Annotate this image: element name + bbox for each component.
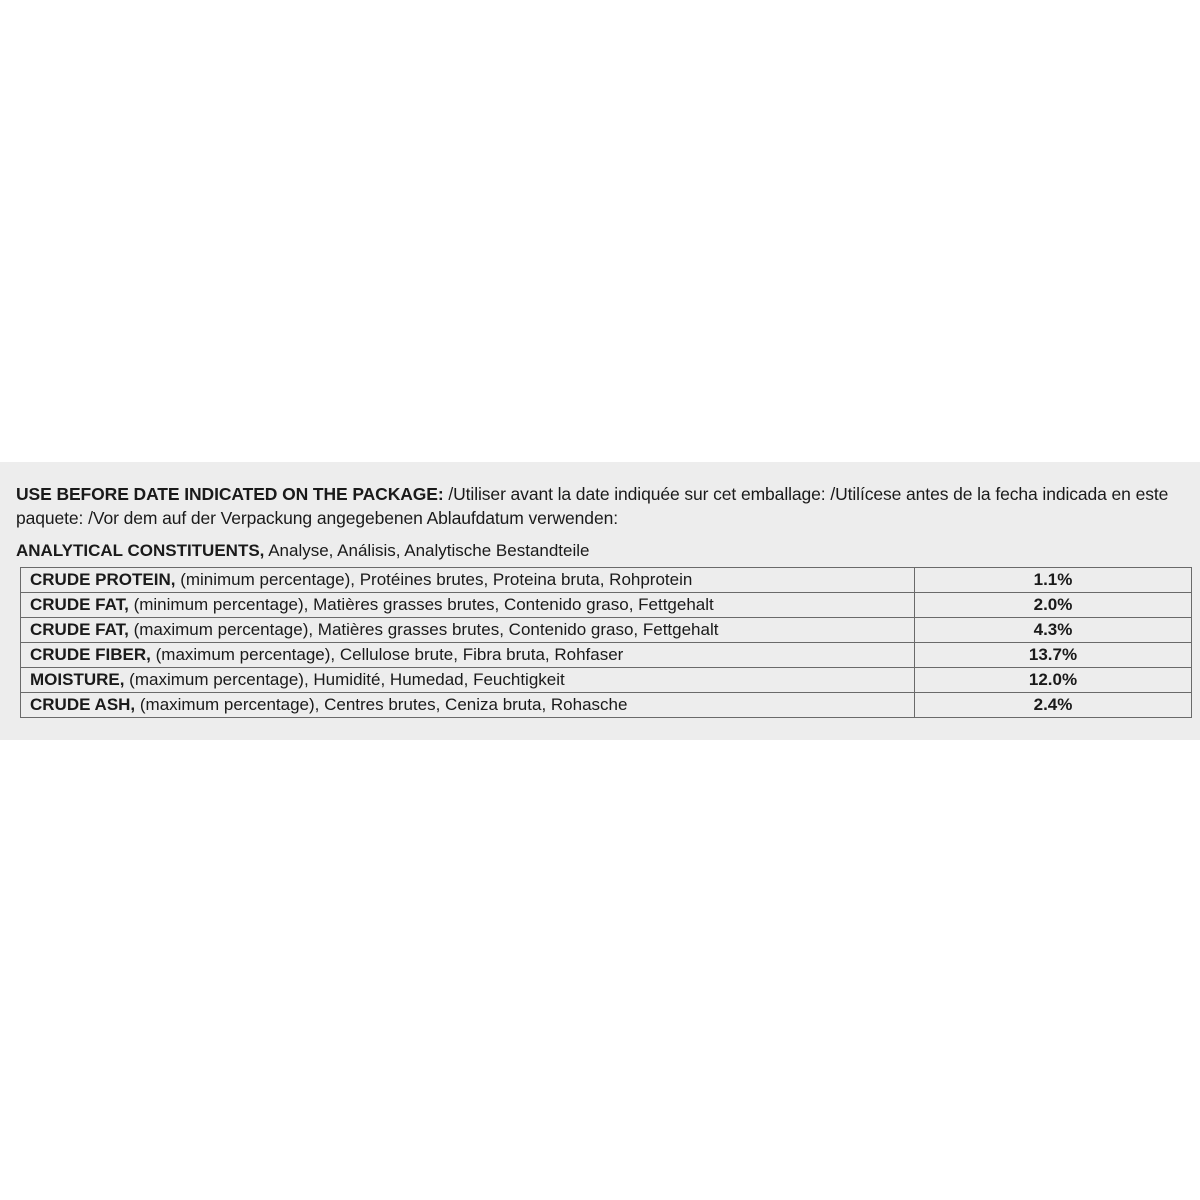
- constituent-name-cell: [21, 643, 915, 668]
- table-row: [21, 668, 1192, 693]
- constituent-name-cell: [21, 618, 915, 643]
- constituent-name-cell: [21, 693, 915, 718]
- analytical-constituents-heading: [16, 540, 590, 562]
- analysis-table: [20, 567, 1192, 718]
- table-row: [21, 643, 1192, 668]
- table-row: [21, 568, 1192, 593]
- constituent-description: (minimum percentage), Protéines brutes, Proteina bruta, Rohprotein: [175, 570, 693, 589]
- constituent-description: (minimum percentage), Matières grasses brutes, Contenido graso, Fettgehalt: [128, 595, 714, 614]
- constituent-name: CRUDE ASH,: [30, 695, 136, 714]
- constituent-description: (maximum percentage), Centres brutes, Ceniza bruta, Rohasche: [135, 695, 628, 714]
- constituent-description: (maximum percentage), Cellulose brute, Fibra bruta, Rohfaser: [150, 645, 624, 664]
- constituent-name: CRUDE FAT,: [30, 595, 129, 614]
- constituent-value: 2.4%: [915, 693, 1192, 718]
- constituents-title: ANALYTICAL CONSTITUENTS,: [16, 541, 265, 560]
- table-row: [21, 693, 1192, 718]
- use-before-translations: /Utiliser avant la date indiquée sur cet emballage: /Utilícese antes de la fecha indicada en este paquete: /Vor dem auf der Verpackung angegebenen Ablaufdatum verwenden:: [16, 484, 1169, 528]
- constituent-name-cell: [21, 668, 915, 693]
- constituent-name: CRUDE FAT,: [30, 620, 129, 639]
- constituents-translations: Analyse, Análisis, Analytische Bestandteile: [264, 541, 590, 560]
- constituent-name-cell: [21, 568, 915, 593]
- constituent-name: CRUDE FIBER,: [30, 645, 151, 664]
- constituent-value: 1.1%: [915, 568, 1192, 593]
- constituent-description: (maximum percentage), Humidité, Humedad, Feuchtigkeit: [124, 670, 565, 689]
- table-row: [21, 593, 1192, 618]
- constituent-value: 13.7%: [915, 643, 1192, 668]
- constituent-value: 4.3%: [915, 618, 1192, 643]
- constituent-name-cell: [21, 593, 915, 618]
- constituent-name: MOISTURE,: [30, 670, 125, 689]
- constituent-value: 12.0%: [915, 668, 1192, 693]
- constituent-description: (maximum percentage), Matières grasses brutes, Contenido graso, Fettgehalt: [128, 620, 719, 639]
- table-row: [21, 618, 1192, 643]
- constituent-value: 2.0%: [915, 593, 1192, 618]
- nutrition-label-panel: [0, 462, 1200, 740]
- constituent-name: CRUDE PROTEIN,: [30, 570, 176, 589]
- use-before-notice: [16, 482, 1196, 530]
- use-before-heading: USE BEFORE DATE INDICATED ON THE PACKAGE:: [16, 484, 444, 504]
